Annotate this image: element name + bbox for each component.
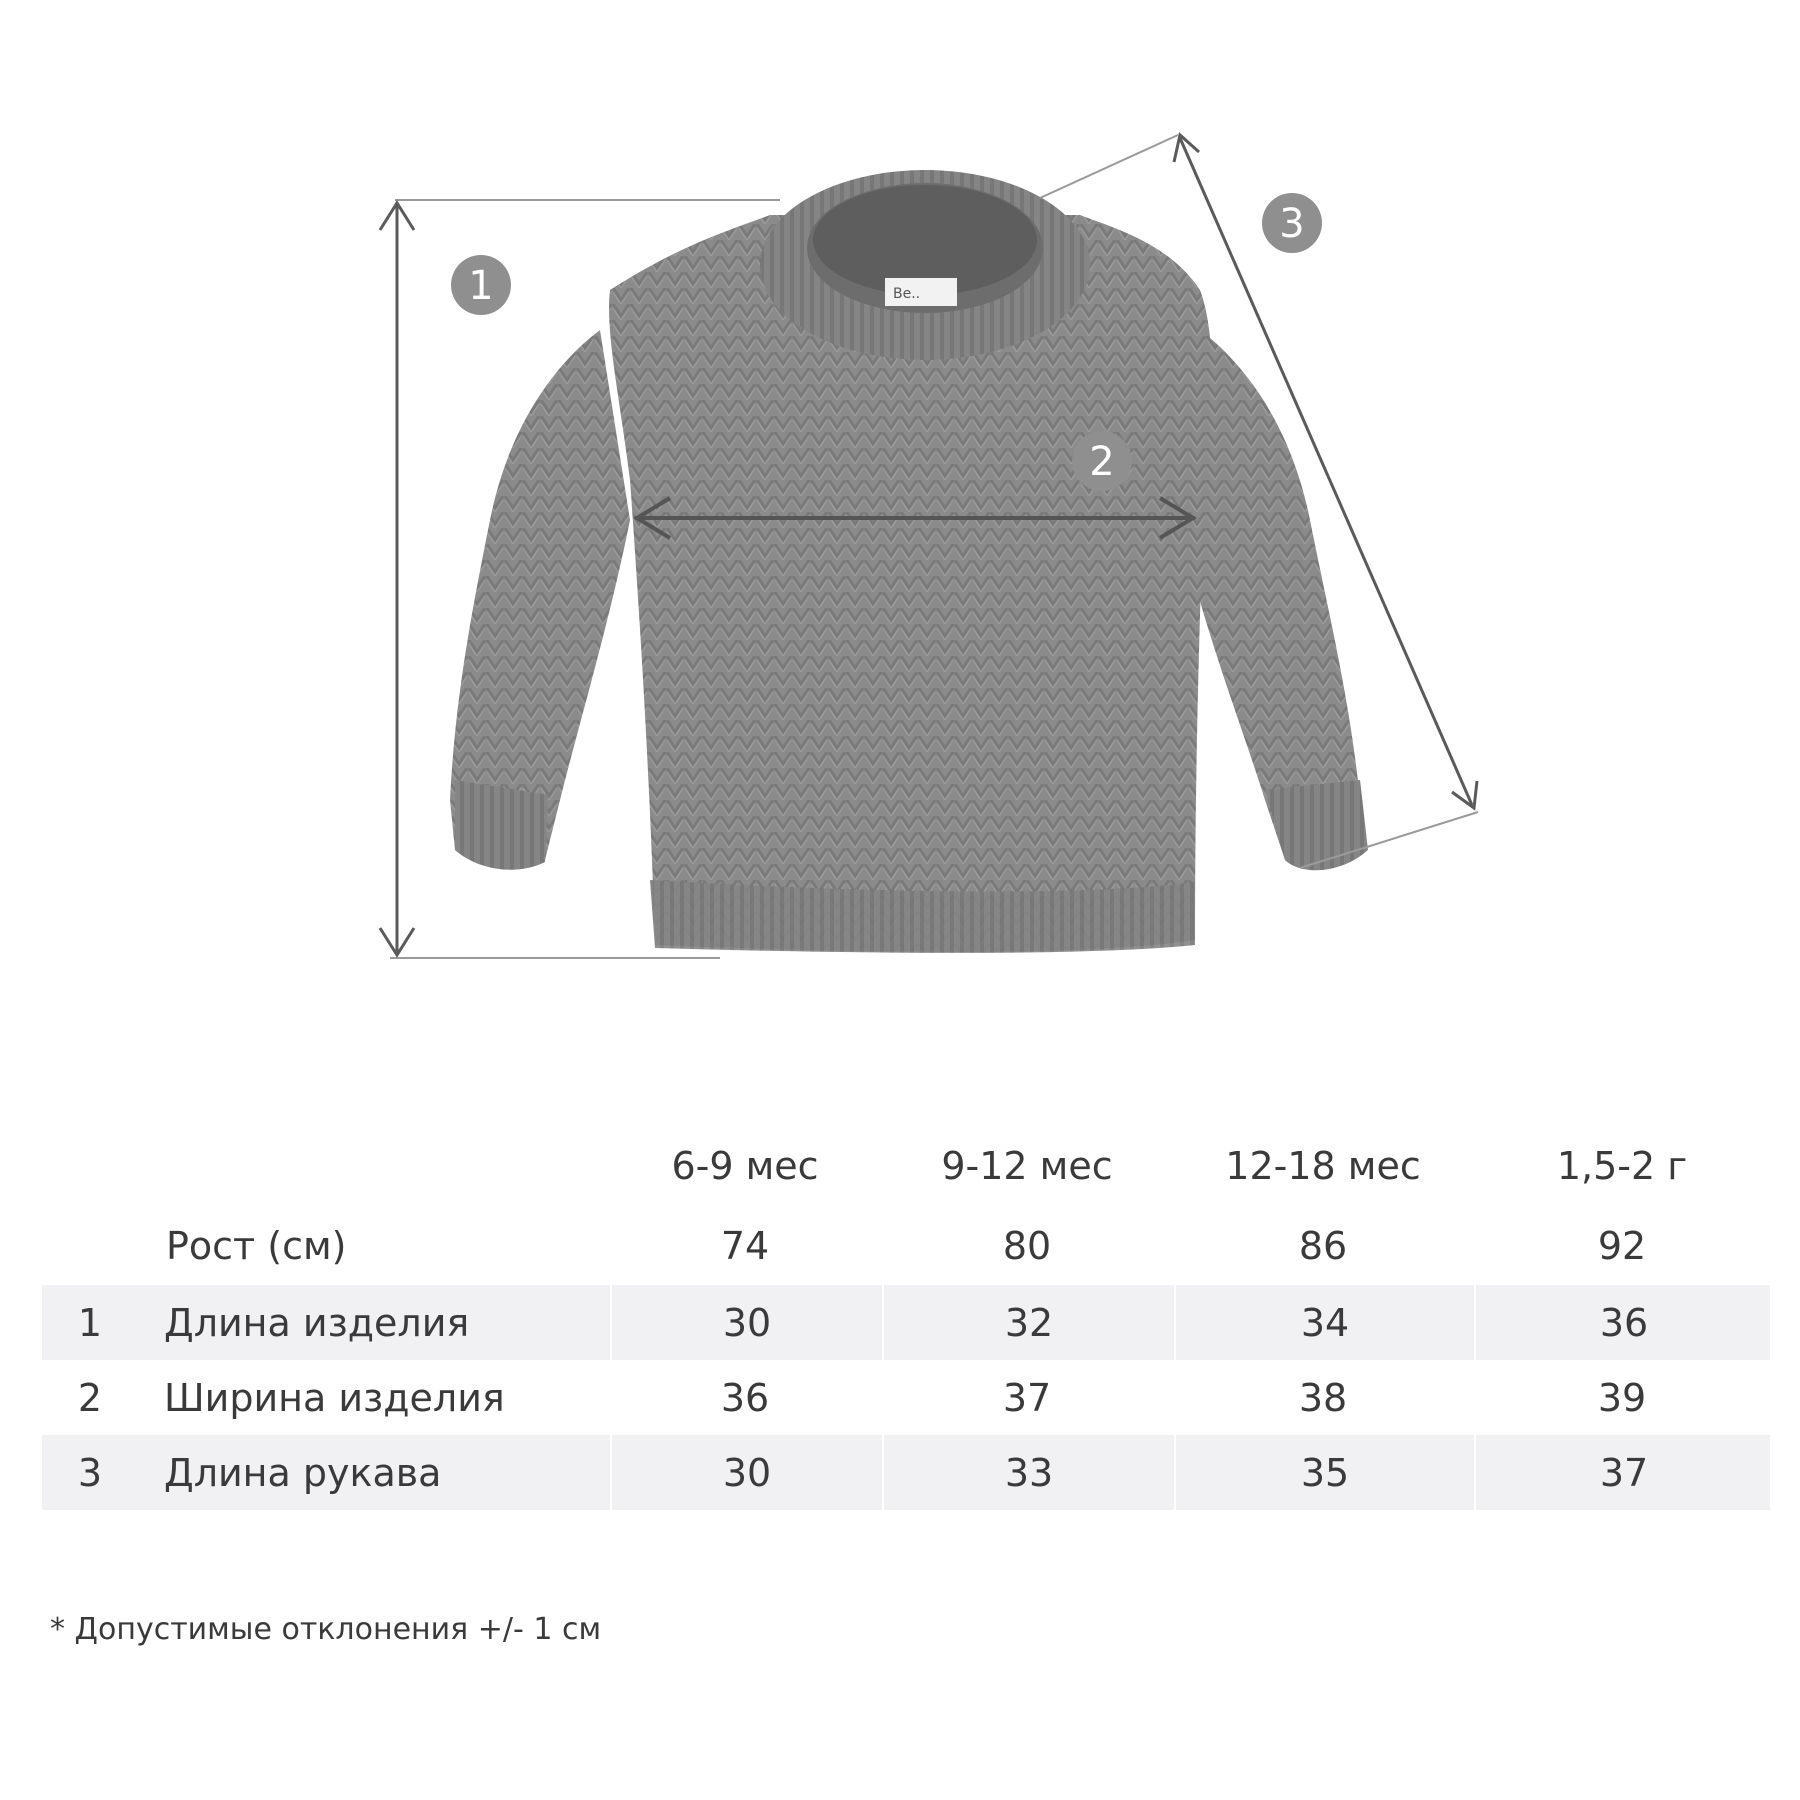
row-number: 2 <box>77 1375 103 1420</box>
table-cell: 38 <box>1298 1375 1348 1420</box>
table-row <box>42 1435 1770 1510</box>
table-cell: 37 <box>1474 1435 1772 1510</box>
size-header-row <box>42 1125 1770 1207</box>
marker-badge-1 <box>451 255 511 315</box>
table-cell: 80 <box>1002 1224 1052 1268</box>
table-cell: 33 <box>882 1435 1174 1510</box>
row-label: Длина изделия <box>164 1300 470 1345</box>
table-cell: 36 <box>720 1375 770 1420</box>
size-header: 9-12 мес <box>941 1144 1113 1188</box>
row-label: Рост (см) <box>166 1224 347 1268</box>
row-number: 1 <box>77 1300 103 1345</box>
table-cell: 30 <box>610 1285 882 1360</box>
table-cell: 92 <box>1597 1224 1647 1268</box>
row-label: Длина рукава <box>164 1450 442 1495</box>
table-cell: 32 <box>882 1285 1174 1360</box>
table-cell: 39 <box>1597 1375 1647 1420</box>
svg-text:2: 2 <box>1089 439 1115 485</box>
footnote: * Допустимые отклонения +/- 1 см <box>50 1612 602 1647</box>
table-cell: 37 <box>1002 1375 1052 1420</box>
size-header: 12-18 мес <box>1225 1144 1421 1188</box>
row-number: 3 <box>77 1450 103 1495</box>
table-cell: 86 <box>1298 1224 1348 1268</box>
table-cell: 36 <box>1474 1285 1772 1360</box>
table-cell: 30 <box>610 1435 882 1510</box>
svg-text:3: 3 <box>1279 201 1305 247</box>
table-cell: 34 <box>1174 1285 1474 1360</box>
marker-badge-3 <box>1262 193 1322 253</box>
sweater-image <box>450 170 1368 953</box>
row-label: Ширина изделия <box>164 1375 505 1420</box>
svg-text:1: 1 <box>468 263 494 309</box>
table-row <box>42 1360 1770 1435</box>
table-cell: 35 <box>1174 1435 1474 1510</box>
table-row <box>42 1285 1770 1360</box>
size-header: 1,5-2 г <box>1556 1144 1688 1188</box>
size-header: 6-9 мес <box>671 1144 819 1188</box>
size-table <box>42 1125 1770 1510</box>
svg-text:Be..: Be.. <box>893 286 921 302</box>
table-row-height <box>42 1207 1770 1285</box>
marker-badge-2 <box>1072 431 1132 491</box>
table-cell: 74 <box>720 1224 770 1268</box>
